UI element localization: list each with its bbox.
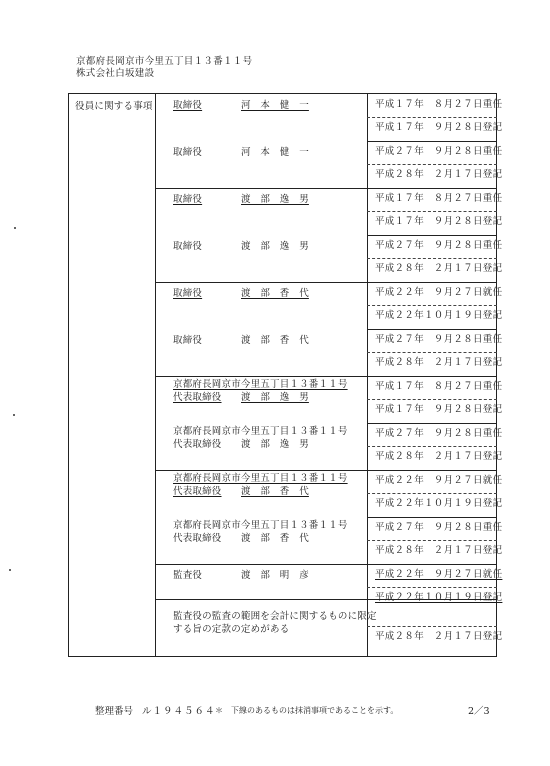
- officer-name: 渡 部 香 代: [241, 533, 309, 544]
- officer-address: 京都府長岡京市今里五丁目１３番１１号: [173, 473, 348, 484]
- date-separator: [367, 258, 497, 259]
- label-column-divider: [155, 94, 156, 656]
- date-separator: [367, 540, 497, 541]
- officer-name: 河 本 健 一: [241, 147, 309, 158]
- group-divider: [155, 188, 497, 189]
- clause-date: 平成２８年 ２月１７日登記: [375, 631, 503, 642]
- date-separator: [367, 352, 497, 353]
- group-divider: [155, 376, 497, 377]
- officer-address: 京都府長岡京市今里五丁目１３番１１号: [173, 379, 348, 390]
- event-date: 平成２７年 ９月２８日重任: [375, 146, 503, 157]
- officer-name: 渡 部 香 代: [241, 288, 309, 299]
- officer-title: 取締役: [173, 241, 203, 252]
- officer-title: 取締役: [173, 194, 203, 205]
- officer-name: 渡 部 逸 男: [241, 194, 309, 205]
- entry-divider: [367, 423, 497, 424]
- officer-title: 監査役: [173, 570, 203, 581]
- date-separator: [367, 587, 497, 588]
- officer-name: 渡 部 香 代: [241, 335, 309, 346]
- entry-divider: [367, 141, 497, 142]
- officer-title: 取締役: [173, 288, 203, 299]
- date-separator: [367, 446, 497, 447]
- group-divider: [155, 282, 497, 283]
- registration-date: 平成２２年１０月１９日登記: [375, 498, 503, 509]
- scan-mark: [13, 414, 15, 416]
- company-name: 株式会社白坂建設: [76, 68, 155, 79]
- officer-title: 代表取締役: [173, 439, 222, 450]
- footer-note: ＊ 下線のあるものは抹消事項であることを示す。: [215, 706, 399, 715]
- event-date: 平成２７年 ９月２８日重任: [375, 240, 503, 251]
- registration-date: 平成２８年 ２月１７日登記: [375, 263, 503, 274]
- event-date: 平成２２年 ９月２７日就任: [375, 287, 503, 298]
- officer-title: 代表取締役: [173, 533, 222, 544]
- date-separator: [367, 493, 497, 494]
- registration-date: 平成２８年 ２月１７日登記: [375, 169, 503, 180]
- officer-title: 取締役: [173, 147, 203, 158]
- registration-date: 平成１７年 ９月２８日登記: [375, 404, 503, 415]
- reference-label: 整理番号: [95, 706, 134, 717]
- officer-name: 渡 部 逸 男: [241, 241, 309, 252]
- entry-divider: [367, 235, 497, 236]
- registration-date: 平成１７年 ９月２８日登記: [375, 216, 503, 227]
- registration-date: 平成２８年 ２月１７日登記: [375, 545, 503, 556]
- event-date: 平成１７年 ８月２７日重任: [375, 381, 503, 392]
- officer-title: 代表取締役: [173, 486, 222, 497]
- group-divider: [155, 470, 497, 471]
- officer-name: 河 本 健 一: [241, 100, 309, 111]
- officer-title: 代表取締役: [173, 392, 222, 403]
- clause-date-separator: [367, 626, 497, 627]
- entry-divider: [367, 329, 497, 330]
- clause-line-2: する旨の定款の定めがある: [173, 624, 290, 635]
- event-date: 平成２７年 ９月２８日重任: [375, 522, 503, 533]
- scan-mark: [9, 569, 11, 571]
- event-date: 平成２２年 ９月２７日就任: [375, 569, 503, 580]
- registration-date: 平成２２年１０月１９日登記: [375, 592, 503, 603]
- date-separator: [367, 211, 497, 212]
- officer-name: 渡 部 逸 男: [241, 392, 309, 403]
- officer-name: 渡 部 明 彦: [241, 570, 309, 581]
- scan-mark: [14, 227, 16, 229]
- page-number: 2／3: [468, 706, 490, 717]
- officer-address: 京都府長岡京市今里五丁目１３番１１号: [173, 520, 348, 531]
- registration-date: 平成２２年１０月１９日登記: [375, 310, 503, 321]
- registration-date: 平成１７年 ９月２８日登記: [375, 122, 503, 133]
- event-date: 平成２７年 ９月２８日重任: [375, 334, 503, 345]
- section-label: 役員に関する事項: [75, 101, 153, 112]
- group-divider: [155, 564, 497, 565]
- officer-name: 渡 部 逸 男: [241, 439, 309, 450]
- officer-name: 渡 部 香 代: [241, 486, 309, 497]
- reference-number: ル１９４５６４: [142, 706, 216, 717]
- clause-line-1: 監査役の監査の範囲を会計に関するものに限定: [173, 611, 377, 622]
- date-separator: [367, 164, 497, 165]
- officer-title: 取締役: [173, 335, 203, 346]
- date-separator: [367, 399, 497, 400]
- officers-table: [68, 93, 503, 657]
- clause-divider: [155, 599, 497, 600]
- event-date: 平成２７年 ９月２８日重任: [375, 428, 503, 439]
- company-address: 京都府長岡京市今里五丁目１３番１１号: [76, 56, 253, 67]
- date-column-divider: [367, 94, 368, 656]
- event-date: 平成１７年 ８月２７日重任: [375, 99, 503, 110]
- registration-date: 平成２８年 ２月１７日登記: [375, 451, 503, 462]
- date-separator: [367, 305, 497, 306]
- event-date: 平成１７年 ８月２７日重任: [375, 193, 503, 204]
- event-date: 平成２２年 ９月２７日就任: [375, 475, 503, 486]
- officer-title: 取締役: [173, 100, 203, 111]
- officer-address: 京都府長岡京市今里五丁目１３番１１号: [173, 426, 348, 437]
- entry-divider: [367, 517, 497, 518]
- registration-date: 平成２８年 ２月１７日登記: [375, 357, 503, 368]
- date-separator: [367, 117, 497, 118]
